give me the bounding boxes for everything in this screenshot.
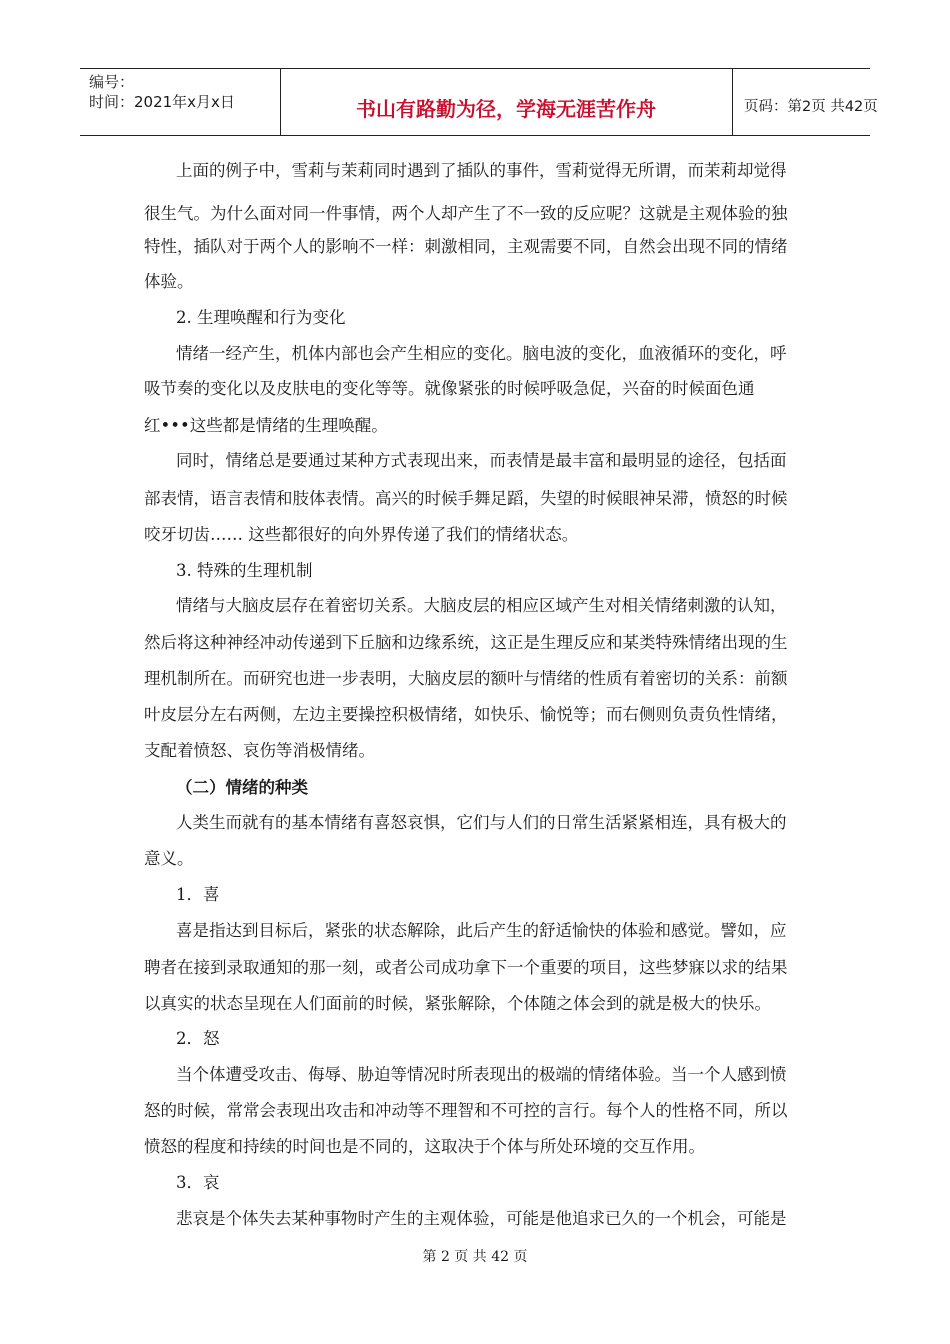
header-page-info: 页码：第2页 共42页 — [744, 99, 878, 115]
paragraph-line: 部表情，语言表情和肢体表情。高兴的时候手舞足蹈，失望的时候眼神呆滞，愤怒的时候 — [144, 489, 788, 508]
paragraph-line: 红•••这些都是情绪的生理唤醒。 — [144, 416, 388, 435]
page-header — [80, 68, 878, 136]
paragraph-line: 意义。 — [144, 849, 194, 868]
paragraph-line: 情绪与大脑皮层存在着密切关系。大脑皮层的相应区域产生对相关情绪刺激的认知， — [176, 596, 787, 615]
section-heading: 2. 生理唤醒和行为变化 — [176, 308, 346, 327]
paragraph-line: 支配着愤怒、哀伤等消极情绪。 — [144, 741, 375, 760]
paragraph-line: 体验。 — [144, 272, 194, 291]
paragraph-line: 怒的时候，常常会表现出攻击和冲动等不理智和不可控的言行。每个人的性格不同，所以 — [144, 1101, 788, 1120]
paragraph-line: 咬牙切齿…… 这些都很好的向外界传递了我们的情绪状态。 — [144, 525, 579, 544]
header-page-cell — [732, 69, 878, 135]
paragraph-line: 特性，插队对于两个人的影响不一样：刺激相同，主观需要不同，自然会出现不同的情绪 — [144, 237, 788, 256]
paragraph-line: 理机制所在。而研究也进一步表明，大脑皮层的额叶与情绪的性质有着密切的关系：前额 — [144, 669, 788, 688]
paragraph-line: 上面的例子中，雪莉与茉莉同时遇到了插队的事件，雪莉觉得无所谓，而茉莉却觉得 — [176, 161, 787, 180]
document-code-label: 编号： — [89, 73, 135, 91]
section-heading: 1．喜 — [176, 885, 220, 904]
section-heading: 3．哀 — [176, 1173, 220, 1192]
paragraph-line: 喜是指达到目标后，紧张的状态解除，此后产生的舒适愉快的体验和感觉。譬如，应 — [176, 921, 787, 940]
paragraph-line: 叶皮层分左右两侧，左边主要操控积极情绪，如快乐、愉悦等；而右侧则负责负性情绪， — [144, 705, 788, 724]
paragraph-line: 聘者在接到录取通知的那一刻，或者公司成功拿下一个重要的项目，这些梦寐以求的结果 — [144, 958, 788, 977]
header-motto: 书山有路勤为径，学海无涯苦作舟 — [356, 97, 656, 121]
paragraph-line: 情绪一经产生，机体内部也会产生相应的变化。脑电波的变化，血液循环的变化，呼 — [176, 344, 787, 363]
paragraph-line: 很生气。为什么面对同一件事情，两个人却产生了不一致的反应呢？这就是主观体验的独 — [144, 204, 788, 223]
header-motto-cell — [280, 69, 733, 135]
page-footer: 第 2 页 共 42 页 — [422, 1249, 528, 1265]
paragraph-line: 当个体遭受攻击、侮辱、胁迫等情况时所表现出的极端的情绪体验。当一个人感到愤 — [176, 1065, 787, 1084]
header-info-cell — [80, 69, 281, 135]
section-heading: 3. 特殊的生理机制 — [176, 561, 313, 580]
section-heading: （二）情绪的种类 — [176, 778, 308, 797]
section-heading: 2．怒 — [176, 1029, 220, 1048]
paragraph-line: 同时，情绪总是要通过某种方式表现出来，而表情是最丰富和最明显的途径，包括面 — [176, 451, 787, 470]
paragraph-line: 然后将这种神经冲动传递到下丘脑和边缘系统，这正是生理反应和某类特殊情绪出现的生 — [144, 633, 788, 652]
paragraph-line: 愤怒的程度和持续的时间也是不同的，这取决于个体与所处环境的交互作用。 — [144, 1137, 705, 1156]
paragraph-line: 以真实的状态呈现在人们面前的时候，紧张解除，个体随之体会到的就是极大的快乐。 — [144, 994, 771, 1013]
document-date-label: 时间：2021年x月x日 — [89, 93, 235, 111]
paragraph-line: 吸节奏的变化以及皮肤电的变化等等。就像紧张的时候呼吸急促，兴奋的时候面色通 — [144, 379, 755, 398]
paragraph-line: 悲哀是个体失去某种事物时产生的主观体验，可能是他追求已久的一个机会，可能是 — [176, 1209, 787, 1228]
paragraph-line: 人类生而就有的基本情绪有喜怒哀惧，它们与人们的日常生活紧紧相连，具有极大的 — [176, 813, 787, 832]
